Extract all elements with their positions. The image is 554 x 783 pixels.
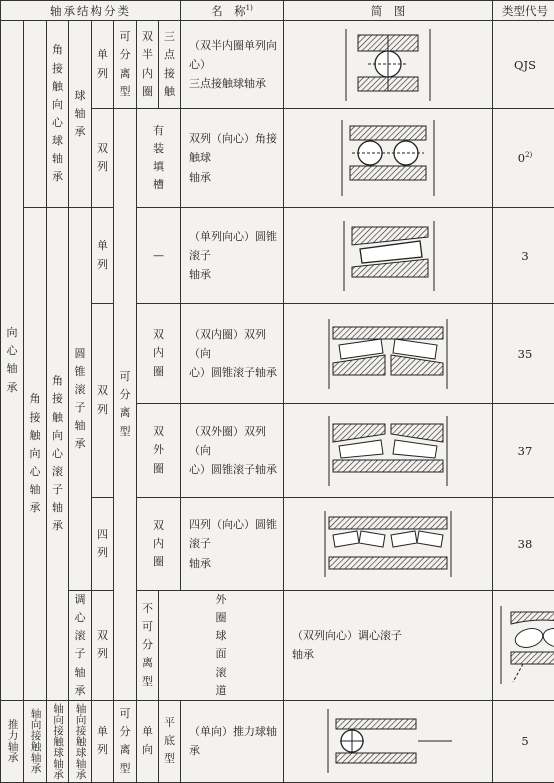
double-inner-label: 双 内 圈 bbox=[137, 304, 181, 404]
code-row-1: QJS bbox=[493, 21, 554, 109]
diagram-row-1 bbox=[284, 21, 493, 109]
name-row-7: （双列向心）调心滚子 轴承 bbox=[284, 591, 493, 701]
single-row-label-2: 单 列 bbox=[92, 208, 114, 304]
double-row-label-2: 双 列 bbox=[92, 304, 114, 498]
header-diagram: 简 图 bbox=[284, 1, 493, 21]
diagram-row-7 bbox=[493, 591, 554, 701]
non-separable-label: 不 可 分 离 型 bbox=[137, 591, 159, 701]
code-row-3: 3 bbox=[493, 208, 554, 304]
double-outer-tapered-roller-bearing-icon bbox=[284, 416, 492, 486]
single-row-label: 单 列 bbox=[92, 21, 114, 109]
double-inner-tapered-roller-bearing-icon bbox=[284, 319, 492, 389]
split-inner-ball-bearing-icon bbox=[284, 29, 492, 101]
diagram-row-2 bbox=[284, 109, 493, 208]
group-angular-ball-repeat: 球 轴 承 bbox=[69, 21, 92, 208]
diagram-row-5 bbox=[284, 404, 493, 498]
group-axial-angular: 轴向接触轴承 bbox=[24, 700, 47, 782]
double-outer-label: 双 外 圈 bbox=[137, 404, 181, 498]
separable-label: 可 分 离 型 bbox=[114, 21, 137, 109]
tapered-roller-bearing-icon bbox=[284, 221, 492, 291]
single-row-label-3: 单 列 bbox=[92, 700, 114, 782]
code-row-6: 38 bbox=[493, 498, 554, 591]
diagram-row-8 bbox=[284, 700, 493, 782]
separable-label-2: 可 分 离 型 bbox=[114, 109, 137, 701]
code-row-2: 0$^{2)}$ bbox=[493, 109, 554, 208]
diagram-row-4 bbox=[284, 304, 493, 404]
separable-label-3: 可 分 离 型 bbox=[114, 700, 137, 782]
group-spherical-roller: 调 心 滚 子 轴 承 bbox=[69, 591, 92, 701]
group-thrust: 推力轴承 bbox=[1, 700, 24, 782]
double-inner-label-2: 双 内 圈 bbox=[137, 498, 181, 591]
group-axial-ball-repeat: 轴向接触球轴承 bbox=[69, 700, 92, 782]
double-row-label-3: 双 列 bbox=[92, 591, 114, 701]
header-classification: 轴承结构分类 bbox=[1, 1, 181, 21]
flat-seat-label: 平 底 型 bbox=[159, 700, 181, 782]
spherical-roller-bearing-icon bbox=[493, 606, 554, 684]
name-row-4: （双内圈）双列（向 心）圆锥滚子轴承 bbox=[181, 304, 284, 404]
double-row-label: 双 列 bbox=[92, 109, 114, 208]
group-tapered-roller: 圆 锥 滚 子 轴 承 bbox=[69, 208, 92, 591]
name-row-8: （单向）推力球轴承 bbox=[181, 700, 284, 782]
dash-label: — bbox=[137, 208, 181, 304]
code-row-5: 37 bbox=[493, 404, 554, 498]
code-row-4: 35 bbox=[493, 304, 554, 404]
header-type-code: 类型代号 bbox=[493, 1, 554, 21]
filling-slot-label: 有 装 填 槽 bbox=[137, 109, 181, 208]
one-way-label: 单 向 bbox=[137, 700, 159, 782]
four-row-tapered-roller-bearing-icon bbox=[284, 511, 492, 577]
diagram-row-3 bbox=[284, 208, 493, 304]
blank-cell bbox=[24, 21, 47, 208]
thrust-ball-bearing-icon bbox=[284, 709, 492, 773]
group-angular-roller: 角 接 触 向 心 滚 子 轴 承 bbox=[47, 208, 69, 701]
name-row-2: 双列（向心）角接触球 轴承 bbox=[181, 109, 284, 208]
group-angular-ball: 角 接 触 向 心 球 轴 承 bbox=[47, 21, 69, 208]
four-row-label: 四 列 bbox=[92, 498, 114, 591]
split-inner-label: 双 半 内 圈 bbox=[137, 21, 159, 109]
outer-spherical-label: 外 圈 球 面 滚 道 bbox=[159, 591, 284, 701]
group-axial-ball: 轴向接触球轴承 bbox=[47, 700, 69, 782]
header-name: 名 称$^{1)}$ bbox=[181, 1, 284, 21]
diagram-row-6 bbox=[284, 498, 493, 591]
name-row-6: 四列（向心）圆锥滚子 轴承 bbox=[181, 498, 284, 591]
code-row-8: 5 bbox=[493, 700, 554, 782]
group-radial: 向 心 轴 承 bbox=[1, 21, 24, 701]
name-row-5: （双外圈）双列（向 心）圆锥滚子轴承 bbox=[181, 404, 284, 498]
name-row-3: （单列向心）圆锥滚子 轴承 bbox=[181, 208, 284, 304]
three-point-label: 三 点 接 触 bbox=[159, 21, 181, 109]
group-angular-radial: 角 接 触 向 心 轴 承 bbox=[24, 208, 47, 701]
double-row-angular-ball-bearing-icon bbox=[284, 120, 492, 196]
name-row-1: （双半内圈单列向心） 三点接触球轴承 bbox=[181, 21, 284, 109]
